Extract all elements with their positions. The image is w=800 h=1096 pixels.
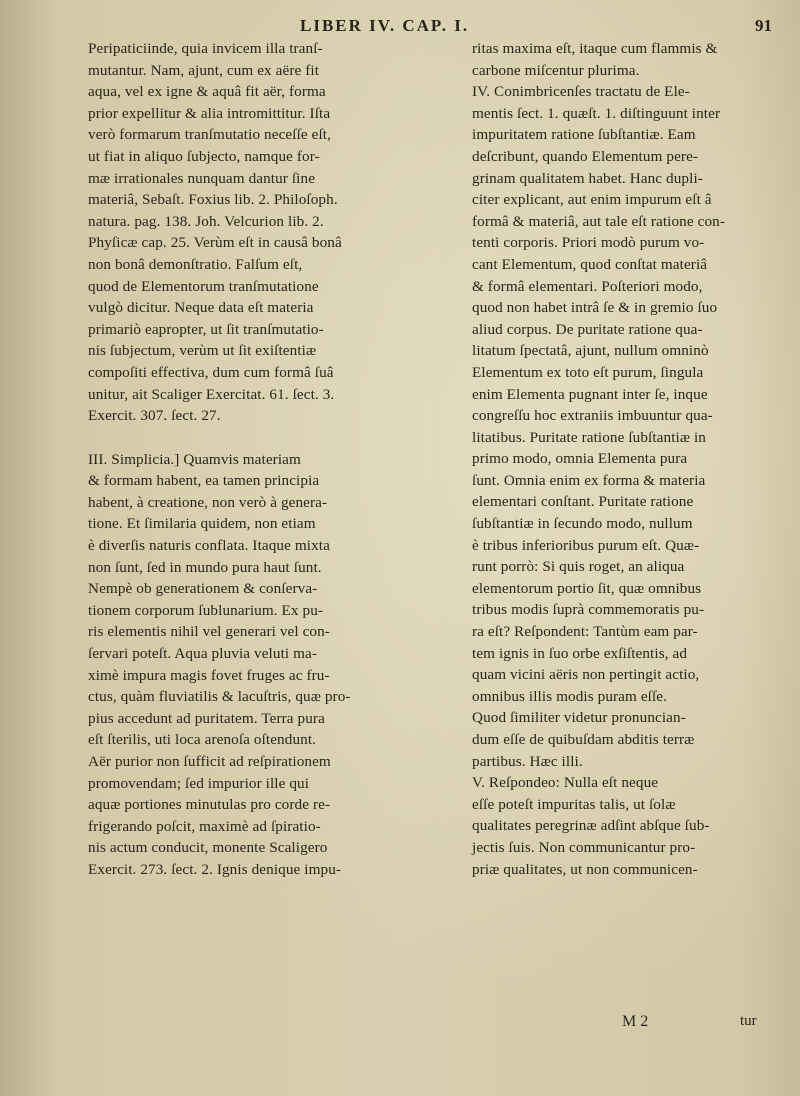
text-line: habent, à creatione, non verò à genera- [88,493,328,511]
text-line: priæ qualitates, ut non communicen- [472,860,698,878]
text-line: Elementum ex toto eſt purum, ſingula [472,363,704,381]
text-line: elementari conſtant. Puritate ratione [472,493,694,511]
text-line: ctus, quàm fluviatilis & lacuſtris, quæ pro- [88,688,351,706]
right-text-column [472,38,772,880]
text-line: Exercit. 273. ſect. 2. Ignis denique impu- [88,860,342,878]
text-line: litatum ſpectatâ, ajunt, nullum omninò [472,342,709,360]
text-line: Aër purior non ſufficit ad reſpirationem [88,753,331,770]
text-line: Phyſicæ cap. 25. Verùm eſt in causâ bonâ [88,234,342,252]
catchword: tur [740,1013,757,1029]
text-line: runt porrò: Si quis roget, an aliqua [472,558,685,576]
text-line: dum eſſe de quibuſdam abditis terræ [472,731,695,748]
text-line: frigerando poſcit, maximè ad ſpiratio- [88,817,321,835]
text-line: grinam qualitatem habet. Hanc dupli- [472,169,703,187]
text-line: partibus. Hæc illi. [472,752,583,770]
text-line: cant Elementum, quod conſtat materiâ [472,255,708,273]
text-line: carbone miſcentur plurima. [472,61,640,79]
text-line: & formâ elementari. Poſteriori modo, [472,277,703,295]
text-line: jectis ſuis. Non communicantur pro- [472,838,696,856]
running-title: LIBER IV. CAP. I. [300,16,470,35]
text-line: enim Elementa pugnant inter ſe, inque [472,385,708,403]
text-line: Peripaticiinde, quia invicem illa tranſ- [88,40,323,57]
text-line: primo modo, omnia Elementa pura [472,450,688,468]
text-line: tem ignis in ſuo orbe exſiſtentis, ad [472,644,688,662]
text-line: IV. Conimbricenſes tractatu de Ele- [472,83,690,101]
text-line: tenti corporis. Priori modò purum vo- [472,234,705,252]
text-line: ris elementis nihil vel generari vel con- [88,623,330,641]
text-line: Nempè ob generationem & conſerva- [88,580,318,598]
text-line: quod non habet intrâ ſe & in gremio ſuo [472,299,718,317]
text-line: eſt ſterilis, uti loca arenoſa oſtendunt. [88,731,317,749]
text-line: tione. Et ſimilaria quidem, non etiam [88,515,316,533]
text-line: materiâ, Sebaſt. Foxius lib. 2. Philoſoph. [88,191,338,209]
text-line: vulgò dicitur. Neque data eſt materia [88,299,314,317]
text-line: mæ irrationales nunquam dantur ſine [88,169,316,187]
text-line: formâ & materiâ, aut tale eſt ratione con- [472,212,725,230]
text-line: ſubſtantiæ in ſecundo modo, nullum [472,515,693,533]
text-line: aliud corpus. De puritate ratione qua- [472,320,703,338]
text-line: tionem corporum ſublunarium. Ex pu- [88,601,324,619]
text-line: & formam habent, ea tamen principia [88,472,320,490]
text-line: quod de Elementorum tranſmutatione [88,277,319,295]
text-line: elementorum portio ſit, quæ omnibus [472,579,702,597]
text-line: citer explicant, aut enim impurum eſt â [472,191,712,209]
text-line: pius accedunt ad puritatem. Terra pura [88,709,325,727]
text-line: prior expellitur & alia intromittitur. Iſta [88,104,331,122]
text-line: aquæ portiones minutulas pro corde re- [88,796,331,814]
signature-mark: M 2 [622,1013,649,1030]
text-line: V. Reſpondeo: Nulla eſt neque [472,774,659,792]
text-line: non bonâ demonſtratio. Falſum eſt, [88,255,303,273]
text-line: omnibus illis modis puram eſſe. [472,687,668,705]
text-line: unitur, ait Scaliger Exercitat. 61. ſect. 3. [88,385,335,403]
text-line: congreſſu hoc extraniis imbuuntur qua- [472,407,713,425]
text-line: Quod ſimiliter videtur pronuncian- [472,709,686,727]
left-text-column [88,38,450,881]
text-line: è tribus inferioribus purum eſt. Quæ- [472,536,700,554]
text-line: mutantur. Nam, ajunt, cum ex aëre fit [88,61,320,79]
text-line: natura. pag. 138. Joh. Velcurion lib. 2. [88,212,324,230]
text-line: tribus modis ſuprà commemoratis pu- [472,601,705,619]
text-line: nis ſubjectum, verùm ut ſit exiſtentiæ [88,342,317,360]
text-line: ut fiat in aliquo ſubjecto, namque for- [88,147,320,165]
text-line: non ſunt, ſed in mundo pura haut ſunt. [88,558,322,576]
text-line: eſſe poteſt impuritas talis, ut ſolæ [472,795,676,813]
text-line: ximè impura magis fovet fruges ac fru- [88,666,330,684]
text-line: impuritatem ratione ſubſtantiæ. Eam [472,126,696,144]
text-line: ra eſt? Reſpondent: Tantùm eam par- [472,623,698,641]
text-line: promovendam; ſed impurior ille qui [88,774,310,792]
text-line: quam vicini aëris non pertingit actio, [472,666,700,684]
text-line: ſervari poteſt. Aqua pluvia veluti ma- [88,645,318,663]
text-line: mentis ſect. 1. quæſt. 1. diſtinguunt inter [472,104,721,122]
text-line: è diverſis naturis conflata. Itaque mixta [88,537,330,555]
text-line: ritas maxima eſt, itaque cum flammis & [472,40,718,57]
text-line: litatibus. Puritate ratione ſubſtantiæ in [472,428,706,446]
text-line: ſunt. Omnia enim ex forma & materia [472,471,706,489]
text-line: primariò eapropter, ut ſit tranſmutatio- [88,320,324,338]
text-line: verò formarum tranſmutatio neceſſe eſt, [88,126,332,144]
text-line: qualitates peregrinæ adſint abſque ſub- [472,817,710,835]
text-line [88,427,450,449]
text-line: nis actum conducit, monente Scaligero [88,839,328,857]
text-line: compoſiti effectiva, dum cum formâ ſuâ [88,363,334,381]
text-line: Exercit. 307. ſect. 27. [88,407,221,425]
text-line: aqua, vel ex igne & aquâ fit aër, forma [88,83,326,101]
text-line: deſcribunt, quando Elementum pere- [472,147,699,165]
text-line: III. Simplicia.] Quamvis materiam [88,450,301,468]
page-number: 91 [755,16,772,35]
